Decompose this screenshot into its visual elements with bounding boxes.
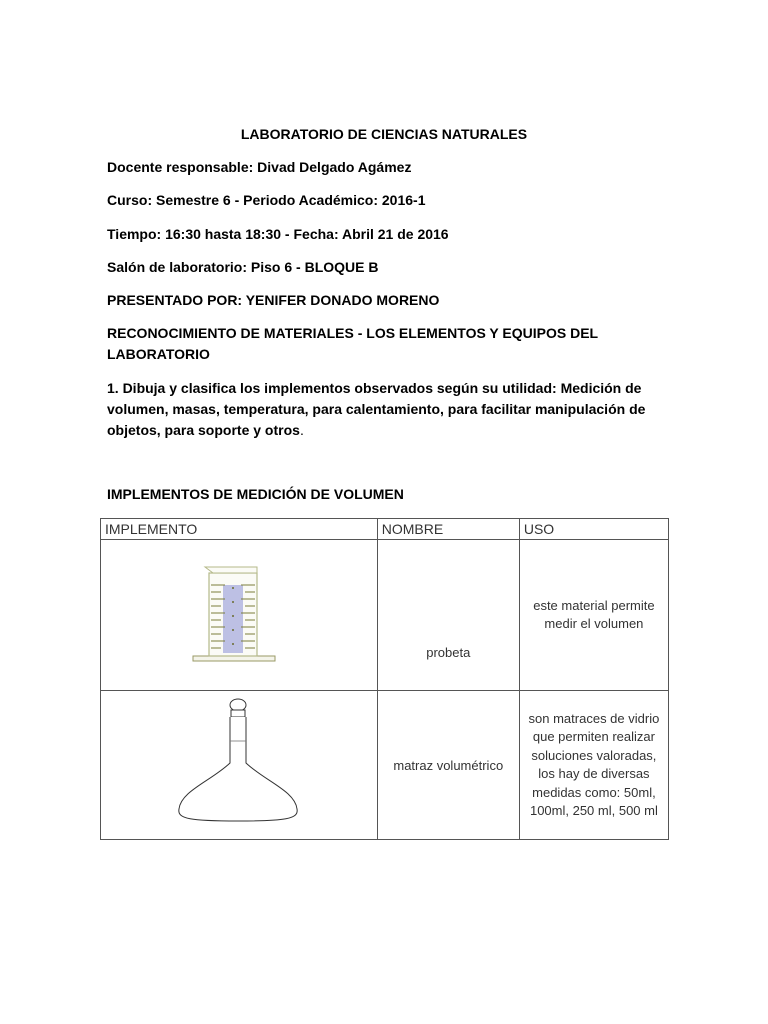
implement-use: son matraces de vidrio que permiten realizar soluciones valoradas, los hay de diversas medidas como: 50ml, 100ml, 250 ml, 500 ml	[519, 691, 668, 840]
implements-table	[100, 518, 669, 840]
topic-heading: RECONOCIMIENTO DE MATERIALES - LOS ELEMENTOS Y EQUIPOS DEL LABORATORIO	[107, 325, 598, 362]
table-header-row	[101, 519, 669, 540]
instruction-paragraph	[107, 378, 667, 441]
time-line: Tiempo: 16:30 hasta 18:30 - Fecha: Abril 21 de 2016	[107, 226, 449, 242]
header-use: USO	[519, 519, 668, 540]
header-implement: IMPLEMENTO	[101, 519, 378, 540]
course-line: Curso: Semestre 6 - Periodo Académico: 2016-1	[107, 192, 426, 208]
section-heading: IMPLEMENTOS DE MEDICIÓN DE VOLUMEN	[107, 486, 404, 502]
instruction-period: .	[299, 422, 304, 438]
table-row	[101, 691, 669, 840]
presenter-line: PRESENTADO POR: YENIFER DONADO MORENO	[107, 292, 440, 308]
volumetric-flask-icon	[101, 691, 373, 839]
implement-use: este material permite medir el volumen	[519, 540, 668, 691]
implement-image-cell	[101, 540, 378, 691]
implement-name: matraz volumétrico	[377, 691, 519, 840]
table-row	[101, 540, 669, 691]
graduated-cylinder-icon	[101, 555, 373, 675]
header-name: NOMBRE	[377, 519, 519, 540]
instruction-text: 1. Dibuja y clasifica los implementos observados según su utilidad: Medición de volumen, masas, temperatura, para calentamiento, para facilitar manipulación de objetos, para soporte y otros	[107, 380, 646, 438]
implement-name: probeta	[377, 540, 519, 691]
teacher-line: Docente responsable: Divad Delgado Agámez	[107, 159, 412, 175]
implement-image-cell	[101, 691, 378, 840]
document-title: LABORATORIO DE CIENCIAS NATURALES	[240, 126, 528, 142]
room-line: Salón de laboratorio: Piso 6 - BLOQUE B	[107, 259, 379, 275]
